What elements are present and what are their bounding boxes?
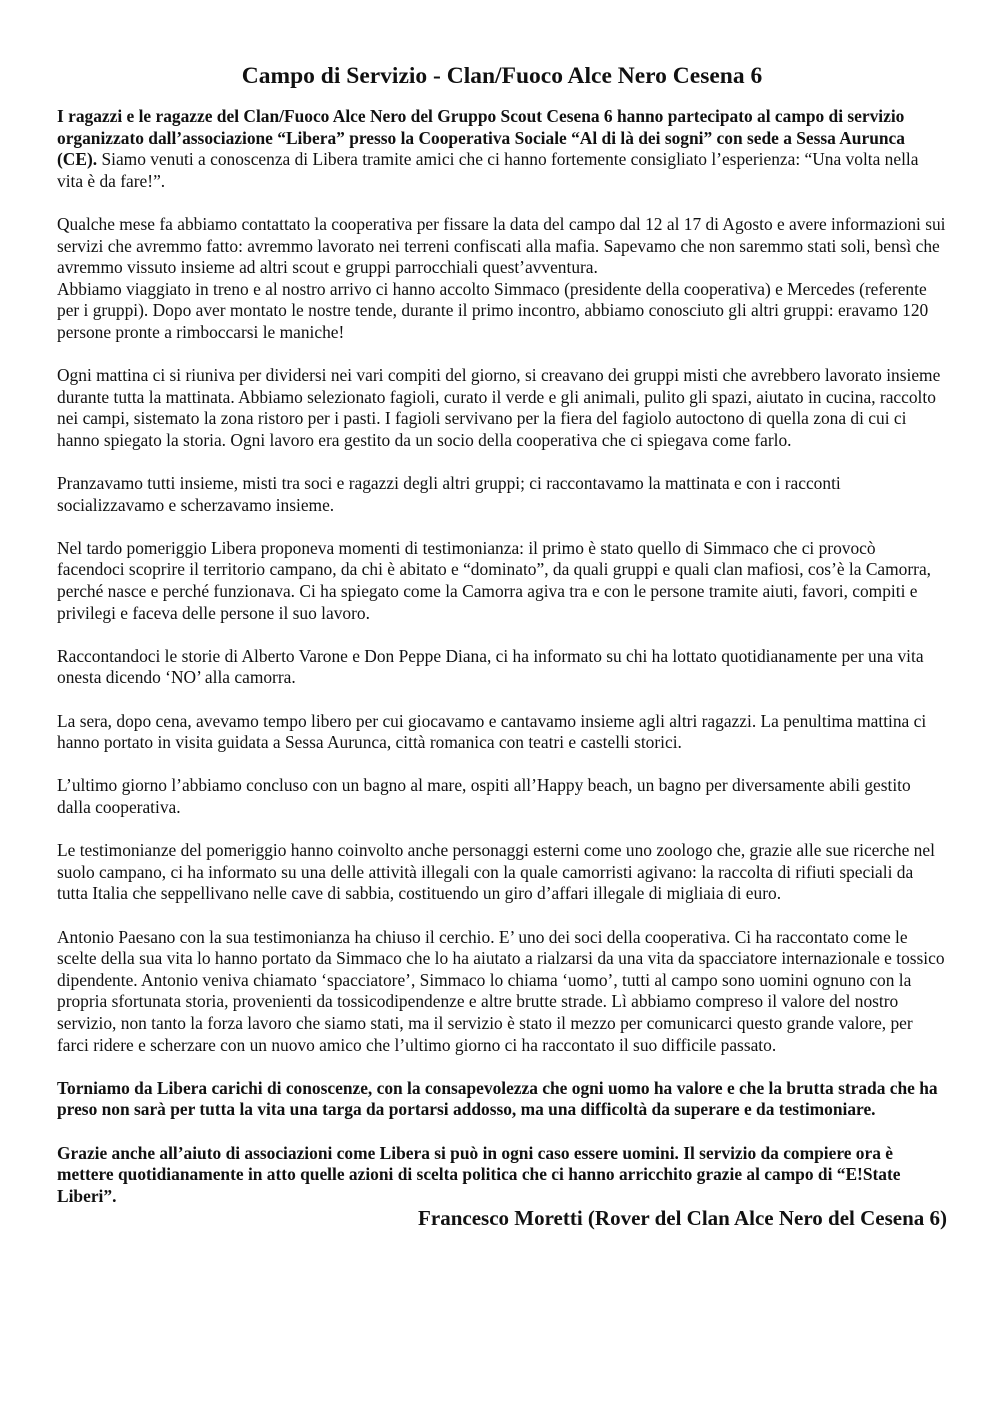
- paragraph-zoologist: Le testimonianze del pomeriggio hanno coinvolto anche personaggi esterni come uno zoologo che, grazie alle sue ricerche nel suolo campano, ci ha informato su una delle attività illegali con la quale camorristi agivano: la raccolta di rifiuti speciali da tutta Italia che seppellivano nelle cave di sabbia, costituendo un giro d’affari illegale di migliaia di euro.: [57, 840, 935, 904]
- paragraph-morning: Ogni mattina ci si riuniva per dividersi nei vari compiti del giorno, si creavano dei gruppi misti che avrebbero lavorato insieme durante tutta la mattinata. Abbiamo selezionato fagioli, curato il verde e gli animali, pulito gli spazi, aiutato in cucina, raccolto nei campi, sistemato la zona ristoro per i pasti. I fagioli servivano per la fiera del fagiolo autoctono di quella zona di cui ci hanno spiegato la storia. Ogni lavoro era gestito da un socio della cooperativa che ci spiegava come farlo.: [57, 365, 941, 450]
- paragraph-testimony: Nel tardo pomeriggio Libera proponeva momenti di testimonianza: il primo è stato quello di Simmaco che ci provocò facendoci scoprire il territorio campano, da chi è abitato e “dominato”, da quali gruppi e quali clan mafiosi, cos’è la Camorra, perché nasce e perché funzionava. Ci ha spiegato come la Camorra agiva tra e con le persone tramite aiuti, favori, compiti e privilegi e faceva delle persone il suo lavoro.: [57, 537, 932, 623]
- paragraph-lunch: Pranzavamo tutti insieme, misti tra soci e ragazzi degli altri gruppi; ci raccontavamo la mattinata e con i racconti socializzavamo e scherzavamo insieme.: [57, 473, 841, 515]
- intro-paragraph: [57, 106, 947, 192]
- paragraph-stories: Raccontandoci le storie di Alberto Varone e Don Peppe Diana, ci ha informato su chi ha lottato quotidianamente per una vita onesta dicendo ‘NO’ alla camorra.: [57, 645, 924, 688]
- paragraph-last-day: L’ultimo giorno l’abbiamo concluso con un bagno al mare, ospiti all’Happy beach, un bagno per diversamente abili gestito dalla cooperativa.: [57, 775, 911, 817]
- author-signature: Francesco Moretti (Rover del Clan Alce Nero del Cesena 6): [418, 1206, 947, 1231]
- intro-text: Siamo venuti a conoscenza di Libera tramite amici che ci hanno fortemente consigliato l’esperienza: “Una volta nella vita è da fare!”.: [57, 149, 919, 191]
- page-title: Campo di Servizio - Clan/Fuoco Alce Nero Cesena 6: [241, 63, 763, 89]
- article: [57, 62, 947, 1231]
- paragraph-arrival: Abbiamo viaggiato in treno e al nostro arrivo ci hanno accolto Simmaco (presidente della cooperativa) e Mercedes (referente per i gruppi). Dopo aver montato le nostre tende, durante il primo incontro, abbiamo conosciuto gli altri gruppi: eravamo 120 persone pronte a rimboccarsi le maniche!: [57, 278, 929, 342]
- paragraph-antonio: Antonio Paesano con la sua testimonianza ha chiuso il cerchio. E’ uno dei soci della cooperativa. Ci ha raccontato come le scelte della sua vita lo hanno portato da Simmaco che lo ha aiutato a rialzarsi da una vita da spacciatore internazionale e tossico dipendente. Antonio veniva chiamato ‘spacciatore’, Simmaco lo chiama ‘uomo’, tutti al campo sono uomini ognuno con la propria sfortunata storia, provenienti da tossicodipendenze e altre brutte strade. Lì abbiamo compreso il valore del nostro servizio, non tanto la forza lavoro che siamo stati, ma il servizio è stato il mezzo per comunicarci questo grande valore, per farci ridere e scherzare con un nuovo amico che l’ultimo giorno ci ha raccontato il suo difficile passato.: [57, 926, 945, 1055]
- paragraph-conclusion: Torniamo da Libera carichi di conoscenze, con la consapevolezza che ogni uomo ha valore e che la brutta strada che ha preso non sarà per tutta la vita una targa da portarsi addosso, ma una difficoltà da superare e da testimoniare.: [57, 1077, 938, 1120]
- paragraph-contact: Qualche mese fa abbiamo contattato la cooperativa per fissare la data del campo dal 12 al 17 di Agosto e avere informazioni sui servizi che avremmo fatto: avremmo lavorato nei terreni confiscati alla mafia. Sapevamo che non saremmo stati soli, bensì che avremmo vissuto insieme ad altri scout e gruppi parrocchiali quest’avventura.: [57, 213, 946, 278]
- intro-bold-text: I ragazzi e le ragazze del Clan/Fuoco Alce Nero del Gruppo Scout Cesena 6 hanno partecipato al campo di servizio organizzato dall’associazione “Libera” presso la Cooperativa Sociale “Al di là dei sogni” con sede a Sessa Aurunca (CE).: [57, 106, 905, 170]
- paragraph-thanks: Grazie anche all’aiuto di associazioni come Libera si può in ogni caso essere uomini. Il servizio da compiere ora è mettere quotidianamente in atto quelle azioni di scelta politica che ci hanno arricchito grazie al campo di “E!State Liberi”.: [57, 1142, 901, 1206]
- paragraph-evening: La sera, dopo cena, avevamo tempo libero per cui giocavamo e cantavamo insieme agli altri ragazzi. La penultima mattina ci hanno portato in visita guidata a Sessa Aurunca, città romanica con teatri e castelli storici.: [57, 710, 927, 753]
